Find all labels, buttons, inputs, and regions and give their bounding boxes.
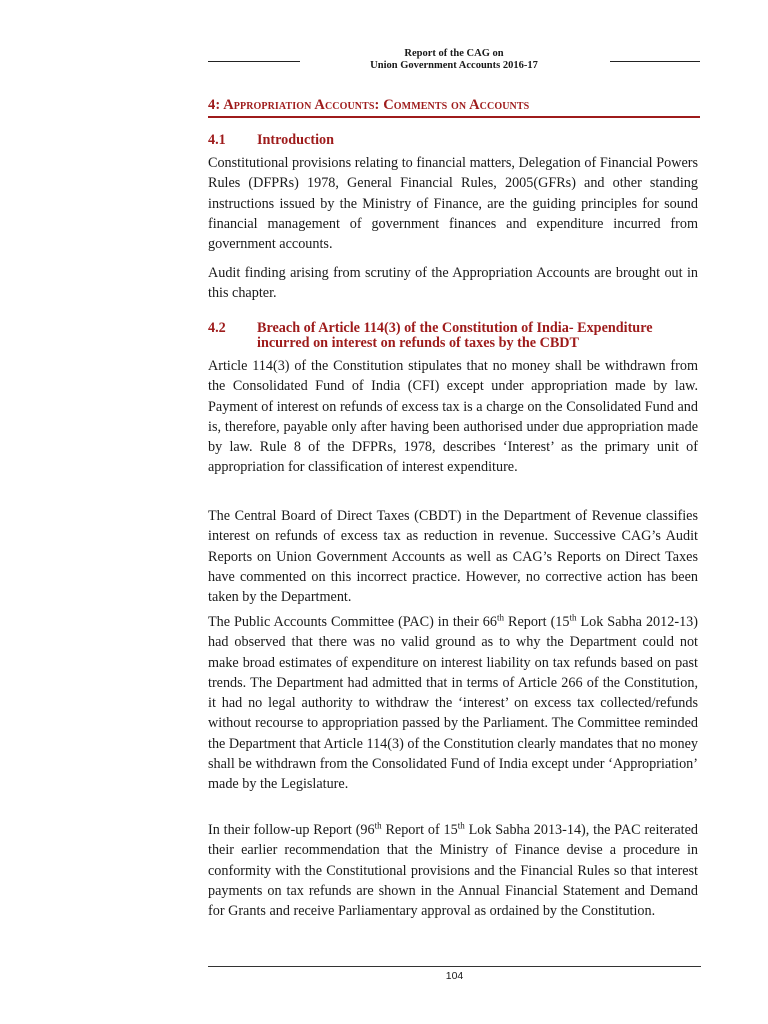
text-run: Lok Sabha 2013-14), the PAC reiterated their earlier recommendation that the Ministry of Finance devise a procedure in conformity with the Constitutional provisions and the Financial Rules so that interest payments on tax refunds are shown in the Annual Financial Statement and Demand for Grants and receive Parliamentary approval as ordained by the Constitution. — [208, 822, 698, 920]
chapter-title: 4: Appropriation Accounts: Comments on Accounts — [208, 97, 530, 113]
text-run: The Public Accounts Committee (PAC) in their 66 — [208, 614, 497, 630]
footer-rule — [208, 966, 701, 967]
section-number: 4.2 — [208, 320, 226, 336]
header-rule-right — [610, 61, 700, 62]
paragraph: Constitutional provisions relating to financial matters, Delegation of Financial Powers Rules (DFPRs) 1978, General Financial Rules, 2005(GFRs) and other standing instructions issued by the Ministry of Finance, are the guiding principles for sound financial management of government finances and expenditure incurred from government accounts. — [208, 155, 698, 253]
header-line-2: Union Government Accounts 2016-17 — [370, 60, 538, 71]
page-number: 104 — [445, 970, 464, 982]
chapter-title-underline — [208, 116, 700, 118]
section-title: Introduction — [257, 132, 334, 148]
running-header — [208, 48, 700, 78]
header-line-1: Report of the CAG on — [404, 48, 504, 59]
superscript: th — [374, 820, 382, 831]
superscript: th — [569, 612, 577, 623]
header-text — [208, 48, 700, 72]
section-title: Breach of Article 114(3) of the Constitution of India- Expenditure incurred on interest on refunds of taxes by the CBDT — [257, 320, 653, 351]
text-run: Report (15 — [504, 614, 570, 630]
text-run: Lok Sabha 2012-13) had observed that there was no valid ground as to why the Department could not make broad estimates of expenditure on interest liability on tax refunds based on past trends. The Department had admitted that in terms of Article 266 of the Constitution, it had no legal authority to withdraw the ‘interest’ on excess tax collected/refunds without recourse to appropriation passed by the Parliament. The Committee reminded the Department that Article 114(3) of the Constitution clearly mandates that no money shall be withdrawn from the Consolidated Fund of India except under ‘Appropriation’ made by the Legislature. — [208, 614, 698, 793]
paragraph: Audit finding arising from scrutiny of the Appropriation Accounts are brought out in this chapter. — [208, 265, 698, 302]
paragraph-pac-report — [208, 612, 698, 795]
paragraph-followup-report — [208, 820, 698, 921]
superscript: th — [496, 612, 504, 623]
text-run: Report of 15 — [381, 822, 458, 838]
section-number: 4.1 — [208, 132, 226, 148]
text-run: In their follow-up Report (96 — [208, 822, 375, 838]
paragraph: Article 114(3) of the Constitution stipulates that no money shall be withdrawn from the Consolidated Fund of India (CFI) except under appropriation made by law. Payment of interest on refunds of excess tax is a charge on the Consolidated Fund and is, therefore, payable only after having been authorised under due appropriation made by law. Rule 8 of the DFPRs, 1978, describes ‘Interest’ as the primary unit of appropriation for classification of interest expenditure. — [208, 358, 698, 476]
superscript: th — [457, 820, 465, 831]
paragraph: The Central Board of Direct Taxes (CBDT) in the Department of Revenue classifies interest on refunds of excess tax as reduction in revenue. Successive CAG’s Audit Reports on Union Government Accounts as well as CAG’s Reports on Direct Taxes have commented on this incorrect practice. However, no corrective action has been taken by the Department. — [208, 508, 698, 606]
